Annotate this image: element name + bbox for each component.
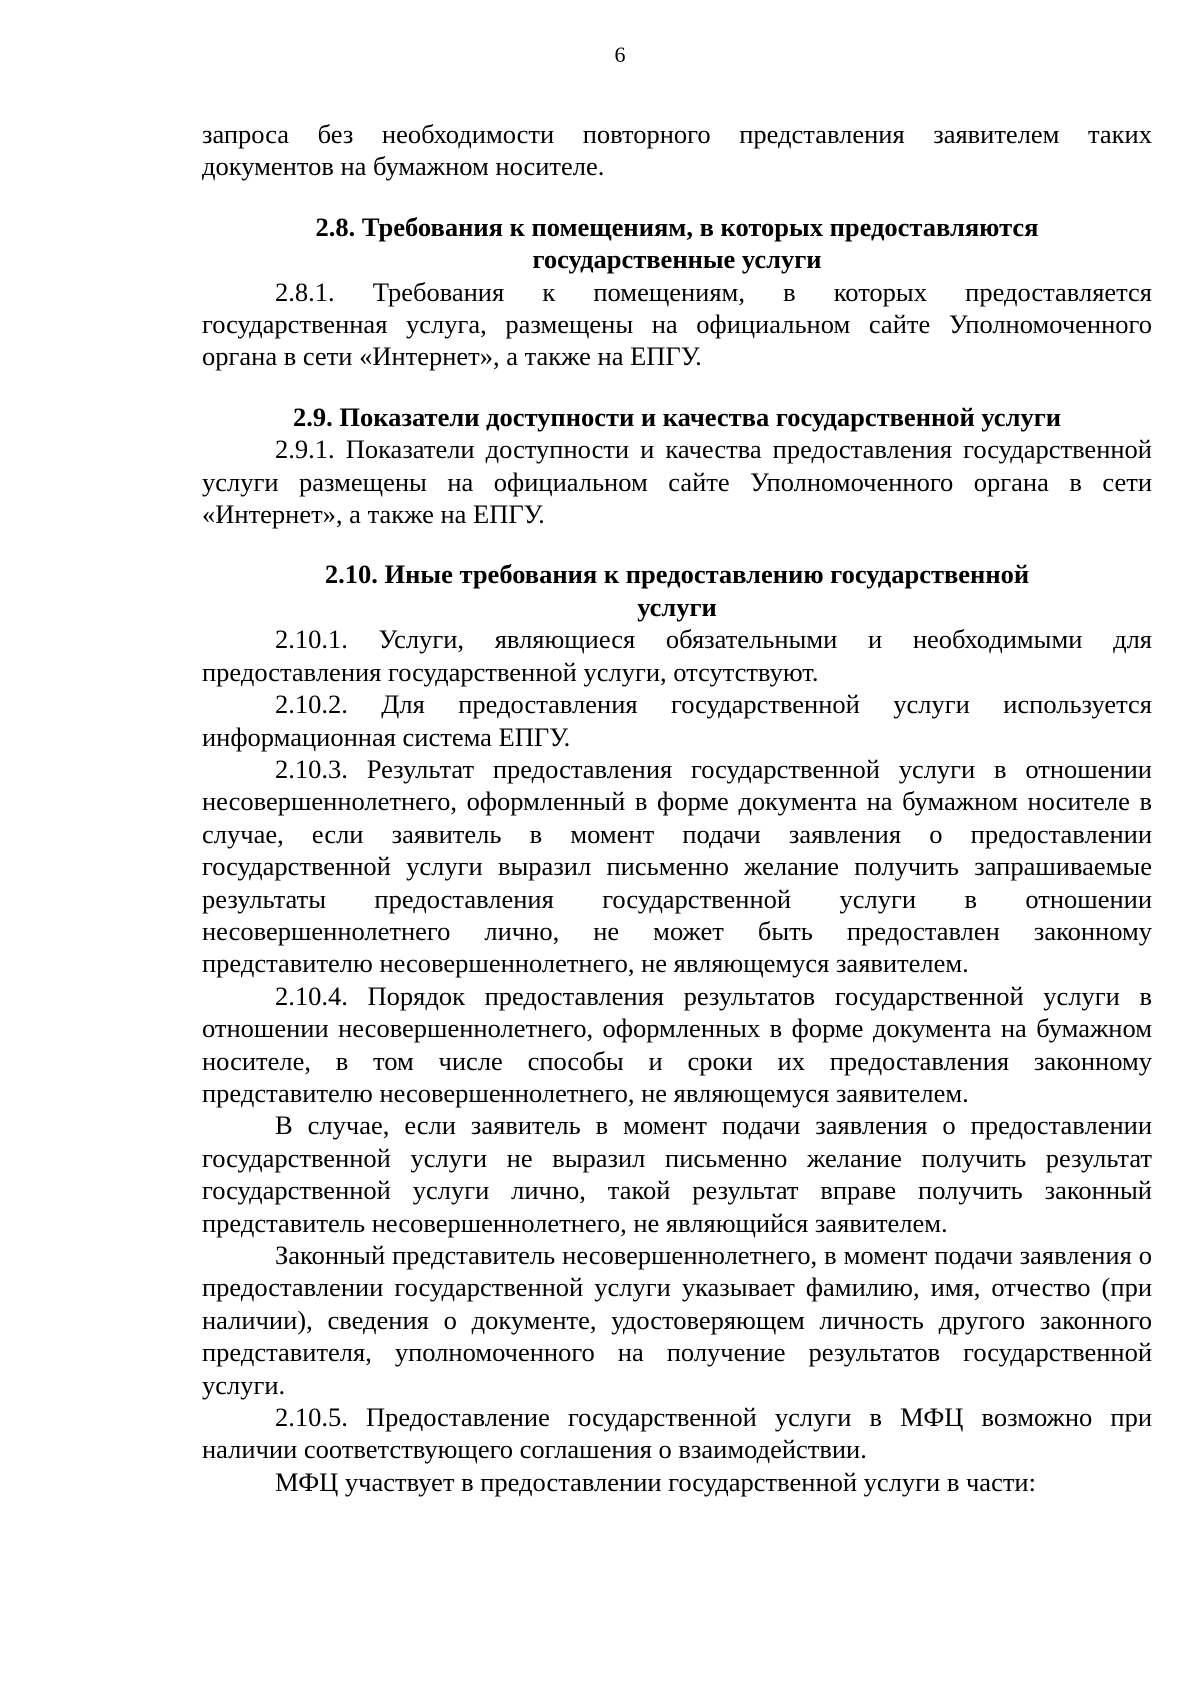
paragraph-2-10-3: 2.10.3. Результат предоставления государственной услуги в отношении несовершеннолетнего, оформленный в форме документа на бумажном носителе в случае, если заявитель в момент подачи заявления о предоставлении государственной услуги выразил письменно желание получить запрашиваемые результаты предоставления государственной услуги в отношении несовершеннолетнего лично, не может быть предоставлен законному представителю несовершеннолетнего, не являющемуся заявителем. bbox=[202, 753, 1152, 979]
section-heading-2-8: 2.8. Требования к помещениям, в которых предоставляются государственные услуги bbox=[315, 211, 1039, 275]
section-heading-2-9: 2.9. Показатели доступности и качества государственной услуги bbox=[292, 401, 1061, 432]
section-heading-2-10: 2.10. Иные требования к предоставлению государственной услуги bbox=[324, 559, 1030, 622]
paragraph-2-9-1: 2.9.1. Показатели доступности и качества предоставления государственной услуги размещены на официальном сайте Уполномоченного органа в сети «Интернет», а также на ЕПГУ. bbox=[202, 434, 1152, 530]
paragraph-2-10-4: 2.10.4. Порядок предоставления результатов государственной услуги в отношении несовершеннолетнего, оформленных в форме документа на бумажном носителе, в том числе способы и сроки их предоставления законному представителю несовершеннолетнего, не являющемуся заявителем. bbox=[202, 980, 1152, 1108]
intro-paragraph: запроса без необходимости повторного представления заявителем таких документов на бумажном носителе. bbox=[202, 119, 1152, 182]
paragraph-legal-representative: Законный представитель несовершеннолетнего, в момент подачи заявления о предоставлении государственной услуги указывает фамилию, имя, отчество (при наличии), сведения о документе, удостоверяющем личность другого законного представителя, уполномоченного на получение результатов государственной услуги. bbox=[202, 1240, 1152, 1400]
paragraph-mfc: МФЦ участвует в предоставлении государственной услуги в части: bbox=[275, 1466, 1036, 1497]
spacer bbox=[202, 183, 1152, 211]
page-number: 6 bbox=[614, 42, 626, 67]
paragraph-2-10-2: 2.10.2. Для предоставления государственной услуги используется информационная система ЕПГУ. bbox=[202, 689, 1152, 752]
document-body bbox=[202, 118, 1152, 1498]
spacer bbox=[202, 373, 1152, 401]
paragraph-2-10-5: 2.10.5. Предоставление государственной услуги в МФЦ возможно при наличии соответствующего соглашения о взаимодействии. bbox=[202, 1402, 1152, 1465]
paragraph-case: В случае, если заявитель в момент подачи заявления о предоставлении государственной услуги не выразил письменно желание получить результат государственной услуги лично, такой результат вправе получить законный представитель несовершеннолетнего, не являющийся заявителем. bbox=[202, 1110, 1152, 1238]
paragraph-2-8-1: 2.8.1. Требования к помещениям, в которых предоставляется государственная услуга, размещены на официальном сайте Уполномоченного органа в сети «Интернет», а также на ЕПГУ. bbox=[202, 276, 1152, 372]
spacer bbox=[202, 530, 1152, 558]
paragraph-2-10-1: 2.10.1. Услуги, являющиеся обязательными и необходимыми для предоставления государственной услуги, отсутствуют. bbox=[202, 624, 1152, 687]
